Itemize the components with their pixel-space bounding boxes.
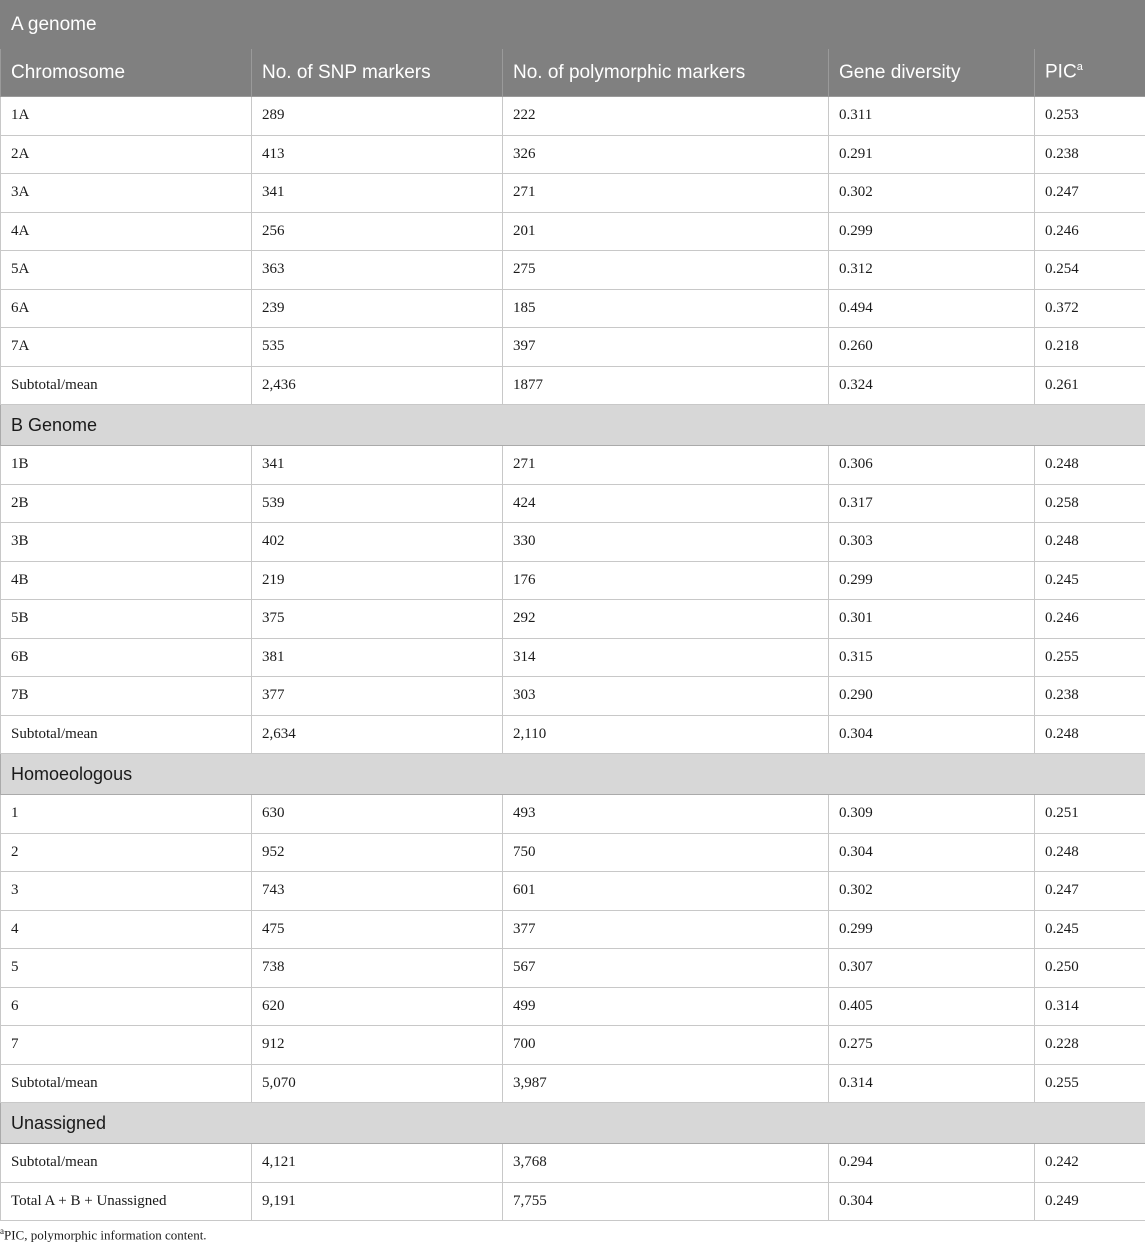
unassigned-body xyxy=(1,1144,1145,1221)
cell-chromosome: 6B xyxy=(1,638,252,677)
cell-pic: 0.255 xyxy=(1035,638,1145,677)
cell-gene-diversity: 0.302 xyxy=(829,872,1035,911)
cell-gene-diversity: 0.311 xyxy=(829,97,1035,136)
cell-gene-diversity: 0.275 xyxy=(829,1026,1035,1065)
cell-polymorphic-markers: 377 xyxy=(503,910,829,949)
cell-chromosome: 4A xyxy=(1,212,252,251)
cell-chromosome: 5 xyxy=(1,949,252,988)
table-row xyxy=(1,1064,1145,1103)
cell-chromosome: 1A xyxy=(1,97,252,136)
header-pic-footnote-mark: a xyxy=(1076,61,1083,74)
cell-snp-markers: 539 xyxy=(252,484,503,523)
cell-pic: 0.246 xyxy=(1035,600,1145,639)
cell-chromosome: 5B xyxy=(1,600,252,639)
cell-snp-markers: 9,191 xyxy=(252,1182,503,1221)
cell-chromosome: 5A xyxy=(1,251,252,290)
table-row xyxy=(1,715,1145,754)
cell-polymorphic-markers: 3,768 xyxy=(503,1144,829,1183)
section-title-homoeologous: Homoeologous xyxy=(1,754,1145,795)
cell-snp-markers: 289 xyxy=(252,97,503,136)
a-genome-body xyxy=(1,97,1145,405)
cell-chromosome: 7B xyxy=(1,677,252,716)
cell-polymorphic-markers: 185 xyxy=(503,289,829,328)
cell-polymorphic-markers: 493 xyxy=(503,795,829,834)
cell-snp-markers: 738 xyxy=(252,949,503,988)
cell-pic: 0.372 xyxy=(1035,289,1145,328)
cell-snp-markers: 535 xyxy=(252,328,503,367)
cell-snp-markers: 375 xyxy=(252,600,503,639)
cell-gene-diversity: 0.324 xyxy=(829,366,1035,405)
cell-chromosome: 4B xyxy=(1,561,252,600)
cell-chromosome: Subtotal/mean xyxy=(1,715,252,754)
table-row xyxy=(1,366,1145,405)
cell-snp-markers: 952 xyxy=(252,833,503,872)
cell-pic: 0.238 xyxy=(1035,677,1145,716)
footnote-mark: a xyxy=(0,1226,4,1236)
cell-gene-diversity: 0.405 xyxy=(829,987,1035,1026)
cell-polymorphic-markers: 424 xyxy=(503,484,829,523)
table-row xyxy=(1,600,1145,639)
cell-gene-diversity: 0.494 xyxy=(829,289,1035,328)
cell-polymorphic-markers: 275 xyxy=(503,251,829,290)
cell-pic: 0.249 xyxy=(1035,1182,1145,1221)
table-row xyxy=(1,872,1145,911)
table-row xyxy=(1,987,1145,1026)
cell-polymorphic-markers: 201 xyxy=(503,212,829,251)
cell-snp-markers: 381 xyxy=(252,638,503,677)
cell-snp-markers: 630 xyxy=(252,795,503,834)
cell-pic: 0.248 xyxy=(1035,523,1145,562)
table-row xyxy=(1,174,1145,213)
cell-gene-diversity: 0.306 xyxy=(829,446,1035,485)
cell-polymorphic-markers: 7,755 xyxy=(503,1182,829,1221)
cell-chromosome: 7 xyxy=(1,1026,252,1065)
section-row-b-genome xyxy=(1,405,1145,446)
header-gene-diversity: Gene diversity xyxy=(829,49,1035,97)
cell-polymorphic-markers: 314 xyxy=(503,638,829,677)
homoeologous-section xyxy=(1,754,1145,795)
cell-polymorphic-markers: 3,987 xyxy=(503,1064,829,1103)
cell-gene-diversity: 0.302 xyxy=(829,174,1035,213)
cell-pic: 0.250 xyxy=(1035,949,1145,988)
cell-polymorphic-markers: 567 xyxy=(503,949,829,988)
cell-chromosome: 3 xyxy=(1,872,252,911)
cell-polymorphic-markers: 750 xyxy=(503,833,829,872)
cell-polymorphic-markers: 499 xyxy=(503,987,829,1026)
cell-snp-markers: 912 xyxy=(252,1026,503,1065)
cell-gene-diversity: 0.260 xyxy=(829,328,1035,367)
cell-gene-diversity: 0.301 xyxy=(829,600,1035,639)
cell-snp-markers: 413 xyxy=(252,135,503,174)
cell-chromosome: 2B xyxy=(1,484,252,523)
table-row xyxy=(1,212,1145,251)
header-chromosome: Chromosome xyxy=(1,49,252,97)
cell-polymorphic-markers: 1877 xyxy=(503,366,829,405)
cell-polymorphic-markers: 326 xyxy=(503,135,829,174)
cell-pic: 0.253 xyxy=(1035,97,1145,136)
cell-gene-diversity: 0.294 xyxy=(829,1144,1035,1183)
cell-chromosome: 7A xyxy=(1,328,252,367)
cell-snp-markers: 363 xyxy=(252,251,503,290)
header-polymorphic-markers: No. of polymorphic markers xyxy=(503,49,829,97)
cell-gene-diversity: 0.315 xyxy=(829,638,1035,677)
table-row xyxy=(1,949,1145,988)
cell-pic: 0.248 xyxy=(1035,446,1145,485)
cell-pic: 0.246 xyxy=(1035,212,1145,251)
cell-polymorphic-markers: 397 xyxy=(503,328,829,367)
cell-polymorphic-markers: 2,110 xyxy=(503,715,829,754)
cell-snp-markers: 743 xyxy=(252,872,503,911)
cell-gene-diversity: 0.291 xyxy=(829,135,1035,174)
table-row xyxy=(1,833,1145,872)
header-snp-markers: No. of SNP markers xyxy=(252,49,503,97)
cell-pic: 0.248 xyxy=(1035,833,1145,872)
cell-snp-markers: 402 xyxy=(252,523,503,562)
cell-gene-diversity: 0.299 xyxy=(829,212,1035,251)
section-row-homoeologous xyxy=(1,754,1145,795)
cell-pic: 0.248 xyxy=(1035,715,1145,754)
cell-gene-diversity: 0.299 xyxy=(829,910,1035,949)
table-row xyxy=(1,910,1145,949)
cell-polymorphic-markers: 700 xyxy=(503,1026,829,1065)
table-row xyxy=(1,328,1145,367)
cell-pic: 0.218 xyxy=(1035,328,1145,367)
cell-pic: 0.247 xyxy=(1035,174,1145,213)
b-genome-body xyxy=(1,446,1145,754)
cell-chromosome: 2A xyxy=(1,135,252,174)
table-title-row xyxy=(1,1,1145,49)
cell-gene-diversity: 0.290 xyxy=(829,677,1035,716)
cell-chromosome: 6 xyxy=(1,987,252,1026)
cell-pic: 0.245 xyxy=(1035,561,1145,600)
cell-chromosome: 1B xyxy=(1,446,252,485)
cell-snp-markers: 2,634 xyxy=(252,715,503,754)
cell-pic: 0.245 xyxy=(1035,910,1145,949)
cell-chromosome: 3A xyxy=(1,174,252,213)
cell-chromosome: 6A xyxy=(1,289,252,328)
cell-pic: 0.254 xyxy=(1035,251,1145,290)
cell-pic: 0.247 xyxy=(1035,872,1145,911)
cell-polymorphic-markers: 222 xyxy=(503,97,829,136)
cell-pic: 0.238 xyxy=(1035,135,1145,174)
cell-gene-diversity: 0.303 xyxy=(829,523,1035,562)
table-row xyxy=(1,289,1145,328)
cell-polymorphic-markers: 330 xyxy=(503,523,829,562)
cell-pic: 0.314 xyxy=(1035,987,1145,1026)
table-row xyxy=(1,484,1145,523)
table-row xyxy=(1,446,1145,485)
table-row xyxy=(1,135,1145,174)
cell-snp-markers: 4,121 xyxy=(252,1144,503,1183)
cell-gene-diversity: 0.309 xyxy=(829,795,1035,834)
cell-gene-diversity: 0.304 xyxy=(829,833,1035,872)
header-pic xyxy=(1035,49,1145,97)
cell-polymorphic-markers: 292 xyxy=(503,600,829,639)
table-row xyxy=(1,1026,1145,1065)
section-title-unassigned: Unassigned xyxy=(1,1103,1145,1144)
cell-chromosome: Subtotal/mean xyxy=(1,366,252,405)
header-pic-label: PIC xyxy=(1045,61,1077,83)
unassigned-section xyxy=(1,1103,1145,1144)
cell-chromosome: Subtotal/mean xyxy=(1,1064,252,1103)
cell-snp-markers: 256 xyxy=(252,212,503,251)
cell-snp-markers: 377 xyxy=(252,677,503,716)
cell-gene-diversity: 0.299 xyxy=(829,561,1035,600)
cell-snp-markers: 2,436 xyxy=(252,366,503,405)
section-title-b-genome: B Genome xyxy=(1,405,1145,446)
cell-polymorphic-markers: 601 xyxy=(503,872,829,911)
cell-pic: 0.242 xyxy=(1035,1144,1145,1183)
table-row xyxy=(1,795,1145,834)
cell-gene-diversity: 0.314 xyxy=(829,1064,1035,1103)
cell-gene-diversity: 0.312 xyxy=(829,251,1035,290)
table-row xyxy=(1,1182,1145,1221)
cell-gene-diversity: 0.304 xyxy=(829,715,1035,754)
cell-polymorphic-markers: 176 xyxy=(503,561,829,600)
cell-polymorphic-markers: 303 xyxy=(503,677,829,716)
table-row xyxy=(1,638,1145,677)
cell-snp-markers: 219 xyxy=(252,561,503,600)
table-title: A genome xyxy=(1,1,1145,49)
cell-pic: 0.261 xyxy=(1035,366,1145,405)
cell-polymorphic-markers: 271 xyxy=(503,174,829,213)
cell-chromosome: Total A + B + Unassigned xyxy=(1,1182,252,1221)
cell-chromosome: 1 xyxy=(1,795,252,834)
footnote-text: PIC, polymorphic information content. xyxy=(4,1227,207,1243)
cell-snp-markers: 341 xyxy=(252,174,503,213)
cell-pic: 0.228 xyxy=(1035,1026,1145,1065)
cell-snp-markers: 5,070 xyxy=(252,1064,503,1103)
cell-pic: 0.258 xyxy=(1035,484,1145,523)
cell-chromosome: 4 xyxy=(1,910,252,949)
cell-snp-markers: 239 xyxy=(252,289,503,328)
b-genome-section xyxy=(1,405,1145,446)
table-row xyxy=(1,523,1145,562)
cell-pic: 0.251 xyxy=(1035,795,1145,834)
cell-pic: 0.255 xyxy=(1035,1064,1145,1103)
cell-snp-markers: 475 xyxy=(252,910,503,949)
cell-snp-markers: 620 xyxy=(252,987,503,1026)
cell-chromosome: 3B xyxy=(1,523,252,562)
table-footnote xyxy=(0,1226,207,1243)
cell-gene-diversity: 0.304 xyxy=(829,1182,1035,1221)
table-row xyxy=(1,561,1145,600)
table-row xyxy=(1,251,1145,290)
table-row xyxy=(1,97,1145,136)
cell-chromosome: Subtotal/mean xyxy=(1,1144,252,1183)
cell-gene-diversity: 0.317 xyxy=(829,484,1035,523)
column-header-row xyxy=(1,49,1145,97)
table-row xyxy=(1,677,1145,716)
section-row-unassigned xyxy=(1,1103,1145,1144)
cell-chromosome: 2 xyxy=(1,833,252,872)
cell-gene-diversity: 0.307 xyxy=(829,949,1035,988)
cell-polymorphic-markers: 271 xyxy=(503,446,829,485)
table-row xyxy=(1,1144,1145,1183)
cell-snp-markers: 341 xyxy=(252,446,503,485)
homoeologous-body xyxy=(1,795,1145,1103)
